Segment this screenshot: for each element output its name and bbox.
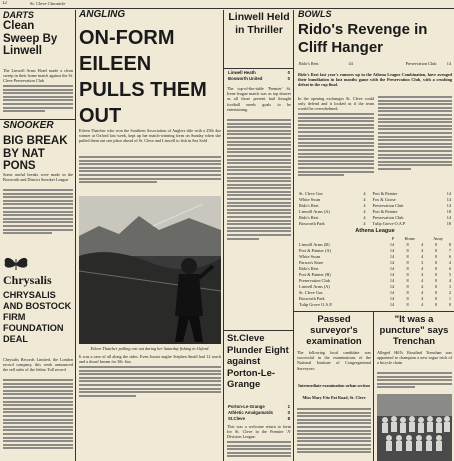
angling-body: Eileen Thatcher who won the Southern Association of Anglers title with a 25lb 4oz winner at Oxford last week, kept up her match-winning form on Sunday when she pulled them out one place ahead of St. Cleve and Linwell to fish in Sea Sold (79, 128, 221, 144)
league-row: Port & Painter (B) 14 8 4 0 5 (299, 272, 451, 277)
linwell-text-block (227, 119, 291, 269)
result-row: St. Cleve Gas 4 Port & Painter 14 (299, 191, 451, 196)
surveyor-names: Miss Mary Fitz Pat Road, St. Cleve (302, 395, 366, 400)
league-header-row: P Home Away (391, 236, 444, 241)
darts-body: The Linwell Arms Hotel made a clean sweep in their home match against the St. Cleve Preservation Club (3, 68, 73, 84)
linwell-headline: Linwell Held in Thriller (228, 11, 290, 36)
angling-text-block (79, 156, 221, 192)
chrysalis-headline: CHRYSALIS AND BOSTOCK FIRM FOUNDATION DEAL (3, 290, 72, 344)
surveyor-body: The following local candidate was successful in the examinations of the National Institute of Congregational Surveyors: (297, 350, 371, 371)
section-rule (0, 119, 75, 120)
result-row: Rido's Rest 4 Preservation Club 14 (299, 215, 451, 220)
surveyor-sub: Intermediate examination urban section (298, 383, 370, 388)
column-rule (293, 10, 294, 461)
league-row: Bosworth Park 14 8 4 0 1 (299, 296, 451, 301)
league-title: Athena League (355, 228, 395, 234)
league-table (298, 236, 452, 310)
darts-headline: Clean Sweep By Linwell (3, 20, 58, 57)
league-row: White Swan 14 8 4 0 6 (299, 254, 451, 259)
bowls-headline: Rido's Revenge in Cliff Hanger (298, 21, 428, 56)
result-row: Bosworth Park 4 Tulip Grove O.A.P 18 (299, 221, 451, 226)
photo-caption: Eileen Thatcher pulling one out during her Saturday fishing in Oxford. (90, 346, 210, 351)
league-row: Linwell Arms (B) 14 8 4 0 8 (299, 242, 451, 247)
page-number: 12 (2, 1, 7, 6)
surveyor-text-block (297, 408, 371, 461)
bowls-result (298, 61, 452, 69)
score-row: Rido's Rest 44 Preservation Club 14 (299, 61, 451, 66)
angling-body-lower: It was a case of all along the sides. Even Junior angler Stephen Small had 12 roach and a dwarf bream for 3lb. 6oz. (79, 354, 221, 365)
bowls-lead: Rido's Rest last year's runners up in the Athena League Combination, have avenged their humiliation in last months game with the Preservation Club, with a crushing defeat in the cup final. (298, 72, 452, 88)
snooker-kicker: SNOOKER (3, 120, 73, 132)
bowls-body: In the opening exchanges St. Cleve could only defend and it looked as if the team would be overwhelmed. (298, 96, 374, 112)
bowls-results-table (298, 191, 452, 229)
league-row: Preservation Club 14 8 4 0 4 (299, 278, 451, 283)
darts-text-block (3, 85, 73, 119)
linwell-body: The top-of-the-table 'Premier' St. Irene league match was as top drawer as all those present had thought football needs goals to be entertaining. (227, 86, 291, 112)
score-row: Bosworth United 0 (228, 76, 290, 81)
score-row: Linwell Heath 0 (228, 70, 290, 75)
league-row: Tulip Grove O.A.P. 14 8 4 0 0 (299, 302, 451, 307)
puncture-headline: "It was a puncture" says Trenchan (379, 314, 449, 347)
section-rule (224, 68, 293, 69)
angling-text-block-lower (79, 366, 221, 406)
plunder-headline: St.Cleve Plunder Eight against Porton-Le-Grange (227, 333, 289, 390)
result-row: Rido's Rest 4 Preservation Club 14 (299, 203, 451, 208)
league-row: Rido's Rest 14 8 4 0 6 (299, 266, 451, 271)
section-rule (224, 330, 293, 331)
angling-photo (79, 196, 221, 344)
surveyor-headline: Passed surveyor's examination (306, 314, 362, 347)
plunder-text-block (227, 441, 291, 461)
masthead: St. Cleve Chronicle (30, 1, 66, 6)
puncture-body: Alleged Hill's Rosalind Trenchan was appointed to champion a new rogue trick of a bicycle chain (377, 350, 452, 366)
result-row: White Swan 4 Fox & Goose 14 (299, 197, 451, 202)
chrysalis-logo: Chrysalis (3, 273, 52, 287)
league-row: Parson's Knee 14 8 3 0 4 (299, 260, 451, 265)
column-rule (75, 10, 76, 461)
team-photo (377, 394, 452, 461)
section-rule (294, 311, 454, 312)
league-row: St. Cleve Gas 14 8 4 0 2 (299, 290, 451, 295)
league-row: Port & Painter (A) 14 8 4 0 7 (299, 248, 451, 253)
plunder-scores (227, 404, 291, 424)
score-row: Porton-Le-Grange 1 (228, 404, 290, 409)
bowls-text-block-left (298, 113, 374, 191)
score-row: St.Cleve 8 (228, 416, 290, 421)
score-row: Athletic Amalgamatds 0 (228, 410, 290, 415)
league-row: Linwell Arms (A) 14 8 4 0 3 (299, 284, 451, 289)
butterfly-logo-icon (2, 255, 30, 273)
puncture-text-block (377, 372, 452, 392)
column-rule (223, 10, 224, 461)
snooker-body: Some useful breaks were made in the Bosworth and District Snooker League (3, 172, 73, 183)
chrysalis-body: Chrysalis Records Limited, the London record company, this week announced the sell sales of the Jethro Tull record (3, 357, 73, 373)
bowls-kicker: BOWLS (298, 9, 332, 19)
angling-headline: ON-FORM EILEEN PULLS THEM OUT (79, 27, 207, 127)
bowls-text-block-right (378, 96, 452, 191)
chrysalis-text-block (3, 379, 73, 461)
snooker-headline: BIG BREAK BY NAT PONS (3, 135, 68, 171)
snooker-text-block (3, 189, 73, 246)
column-rule (373, 311, 374, 461)
angling-kicker: ANGLING (79, 9, 126, 20)
linwell-scores (227, 70, 291, 84)
plunder-body: This was a welcome return to form for St. Cleve in the Premier 'A' Division League. (227, 424, 291, 440)
result-row: Linwell Arms (A) 4 Port & Painter 18 (299, 209, 451, 214)
darts-kicker: DARTS (3, 10, 34, 20)
